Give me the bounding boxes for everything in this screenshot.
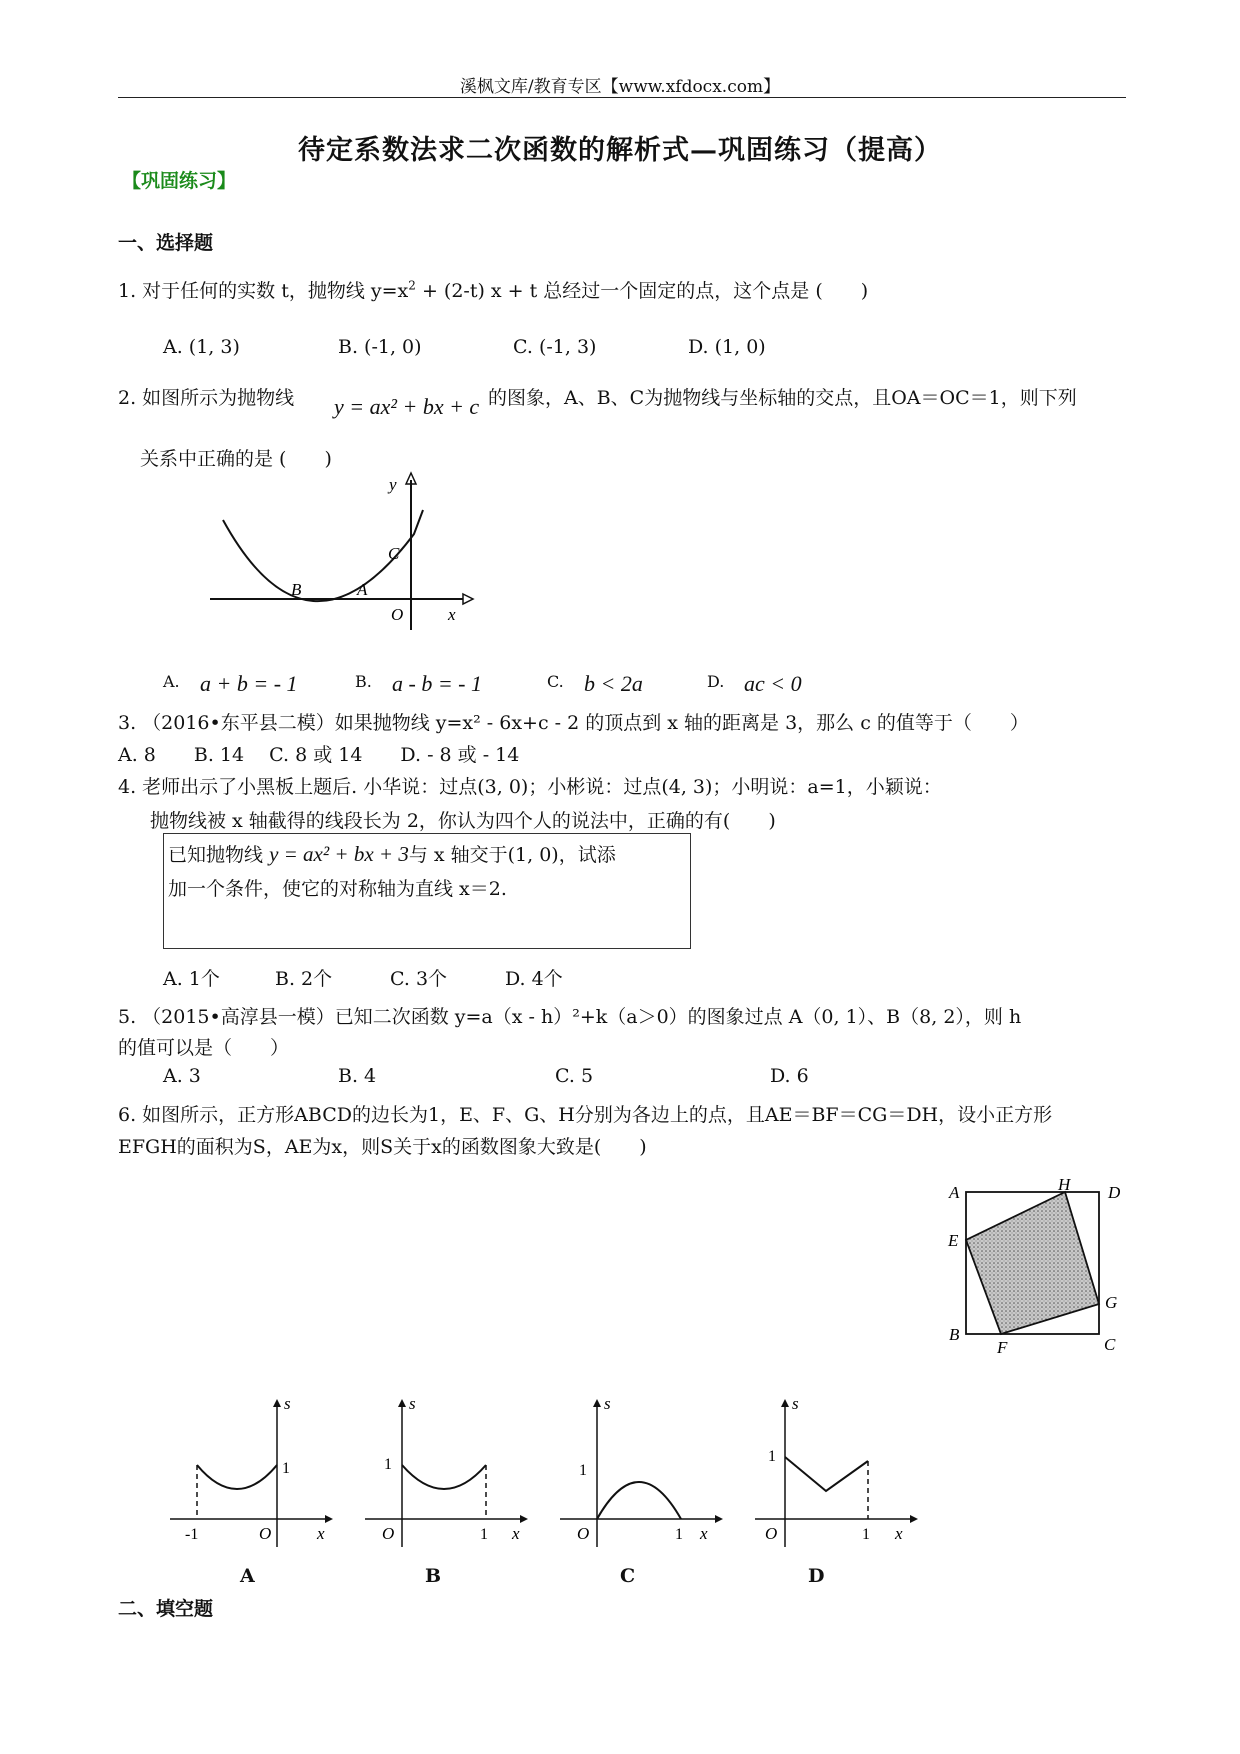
q2-option-b: a - b = - 1 [392,671,482,696]
graph-b-x: x [512,1524,520,1543]
q4-option-c: C. 3个 [390,968,448,990]
header-rule [118,97,1126,98]
section-choice: 一、选择题 [118,232,214,254]
q2-option-a-letter: A. [163,672,180,691]
graph-a-s: s [284,1395,291,1413]
q4-option-b: B. 2个 [275,968,333,990]
graph-d-caption: D [808,1565,825,1587]
q1-option-c: C. (-1, 3) [513,336,597,358]
q6-graph-d [750,1395,920,1555]
question-2-rest: 的图象，A、B、C为抛物线与坐标轴的交点，且OA＝OC＝1，则下列 [488,387,1077,409]
question-6-line2: EFGH的面积为S，AE为x，则S关于x的函数图象大致是( ) [118,1136,647,1158]
graph-c-one: 1 [579,1462,587,1479]
graph-c-caption: C [620,1565,636,1587]
q2-label-x: x [448,605,456,624]
graph-b-one-x: 1 [480,1526,488,1543]
question-3: 3. （2016•东平县二模）如果抛物线 y=x² - 6x+c - 2 的顶点到 x 轴的距离是 3，那么 c 的值等于（ ） [118,712,1029,734]
question-2-start: 2. 如图所示为抛物线 [118,387,295,409]
sq-label-e: E [948,1231,959,1250]
q2-option-d: ac < 0 [744,671,802,696]
q2-option-c: b < 2a [584,671,643,696]
question-6: 6. 如图所示，正方形ABCD的边长为1，E、F、G、H分别为各边上的点，且AE＝BF＝CG＝DH，设小正方形 [118,1104,1053,1126]
sq-label-f: F [997,1338,1008,1357]
q2-label-y: y [389,475,397,494]
question-5-line2: 的值可以是（ ） [118,1037,290,1059]
q4-box-line1: 已知抛物线 y = ax² + bx + 3与 x 轴交于(1, 0)，试添 [168,842,616,866]
q5-option-d: D. 6 [770,1065,809,1087]
graph-d-one-x: 1 [862,1526,870,1543]
graph-b-caption: B [425,1565,442,1587]
q2-option-a: a + b = - 1 [200,671,298,696]
graph-b-o: O [382,1524,395,1543]
question-4: 4. 老师出示了小黑板上题后. 小华说：过点(3, 0)；小彬说：过点(4, 3)；小明说：a=1，小颖说： [118,776,942,798]
graph-a-neg-one: -1 [185,1526,199,1543]
graph-c-s: s [604,1395,611,1413]
graph-d-s: s [792,1395,799,1413]
sq-label-c: C [1104,1335,1116,1354]
q1-option-a: A. (1, 3) [163,336,240,358]
graph-d-o: O [765,1524,778,1543]
sq-label-g: G [1105,1293,1118,1312]
q1-option-d: D. (1, 0) [688,336,766,358]
graph-a-one: 1 [282,1460,290,1477]
section-fill-blank: 二、填空题 [118,1598,214,1620]
q6-graph-c [555,1395,725,1555]
q5-option-b: B. 4 [338,1065,377,1087]
graph-a-caption: A [240,1565,255,1587]
graph-c-one-x: 1 [675,1526,683,1543]
practice-tag: 【巩固练习】 [122,170,237,192]
graph-d-x: x [895,1524,903,1543]
graph-a-o: O [259,1524,272,1543]
sq-label-d: D [1108,1183,1121,1202]
q6-graph-a [165,1395,335,1555]
graph-b-one: 1 [384,1456,392,1473]
q2-label-o: O [391,605,404,624]
question-1: 1. 对于任何的实数 t，抛物线 $y=x^2 + (2-t) x + t$ 总经过一个固定的点，这个点是 ( ) [118,278,869,302]
q5-option-a: A. 3 [163,1065,201,1087]
question-5: 5. （2015•高淳县一模）已知二次函数 y=a（x - h）²+k（a＞0）的图象过点 A（0, 1）、B（8, 2），则 h [118,1006,1022,1028]
page-header: 溪枫文库/教育专区【www.xfdocx.com】 [459,77,781,97]
q5-option-c: C. 5 [555,1065,594,1087]
q2-option-d-letter: D. [707,672,725,691]
q2-option-c-letter: C. [547,672,564,691]
question-4-line2: 抛物线被 x 轴截得的线段长为 2，你认为四个人的说法中，正确的有( ) [150,810,776,832]
q4-option-a: A. 1个 [163,968,220,990]
q6-graph-b [360,1395,530,1555]
sq-label-a: A [949,1183,960,1202]
q3-options: A. 8 B. 14 C. 8 或 14 D. - 8 或 - 14 [118,744,520,766]
question-2-line2: 关系中正确的是 ( ) [140,448,332,470]
graph-c-x: x [700,1524,708,1543]
graph-c-o: O [577,1524,590,1543]
q4-box-line2: 加一个条件，使它的对称轴为直线 x＝2. [168,878,507,900]
sq-label-h: H [1058,1178,1071,1194]
q2-formula: y = ax² + bx + c [334,394,480,419]
page-title: 待定系数法求二次函数的解析式—巩固练习（提高） [298,135,942,166]
q1-option-b: B. (-1, 0) [338,336,422,358]
graph-b-s: s [409,1395,416,1413]
q2-option-b-letter: B. [355,672,372,691]
graph-d-one: 1 [768,1448,776,1465]
sq-label-b: B [949,1325,960,1344]
q4-option-d: D. 4个 [505,968,563,990]
q2-parabola-figure [205,470,475,635]
q2-label-a: A [357,580,368,599]
q6-square-figure [945,1178,1125,1358]
graph-a-x: x [317,1524,325,1543]
q2-label-b: B [291,580,302,599]
q2-label-c: C [388,544,400,563]
